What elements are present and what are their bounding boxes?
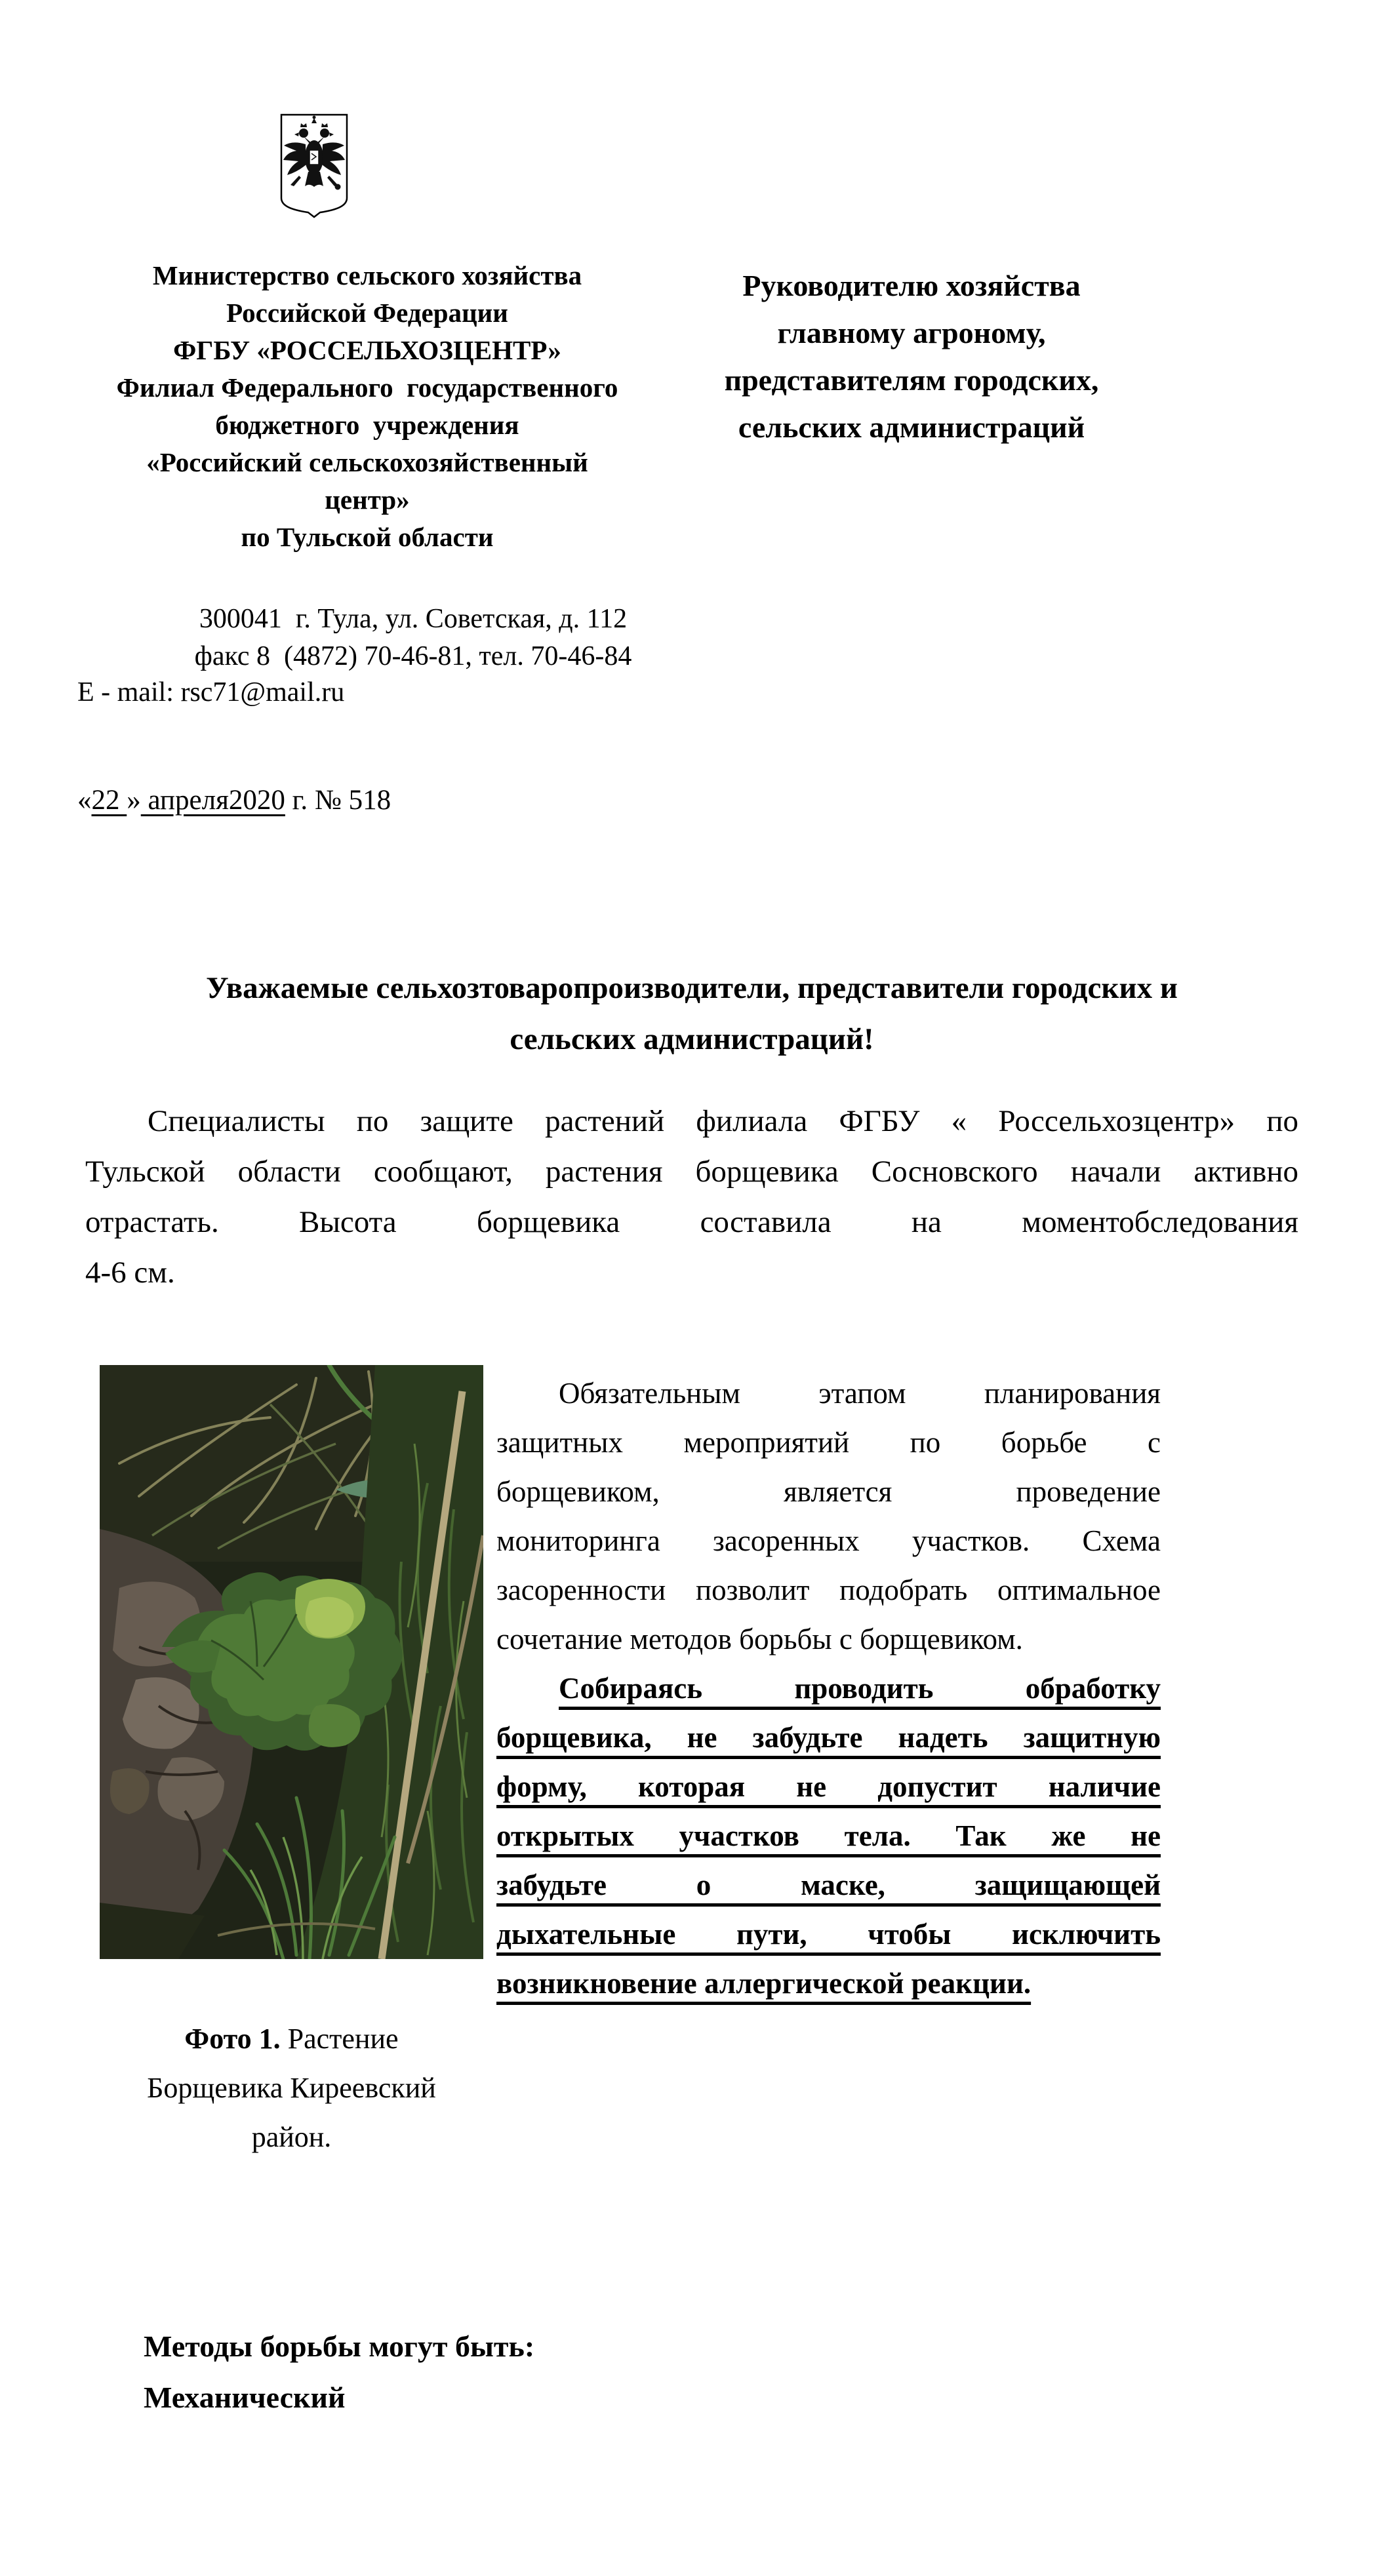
photo-caption-line-2: Борщевика Киреевский [147, 2072, 436, 2104]
emblem-box [279, 113, 349, 218]
text-line: сельских администраций! [510, 1022, 874, 1056]
text-line: ФГБУ «РОССЕЛЬХОЗЦЕНТР» [173, 335, 561, 365]
date-close-quote: » [127, 785, 141, 816]
methods-block [144, 2321, 534, 2423]
date-day: 22 [91, 785, 127, 816]
text-line: Филиал Федерального государственного [116, 372, 618, 403]
intro-paragraph [85, 1096, 1298, 1298]
text-line: сочетание методов борьбы с борщевиком. [496, 1623, 1023, 1655]
text-line: «Российский сельскохозяйственный [146, 447, 588, 477]
text-line: представителям городских, [724, 363, 1099, 397]
text-line: борщевика, не забудьте надеть защитную [496, 1721, 1161, 1754]
safety-warning-paragraph [496, 1664, 1161, 2008]
hogweed-photo [100, 1365, 483, 1959]
text-line: 4-6 см. [85, 1256, 175, 1290]
date-open-quote: « [77, 785, 92, 816]
text-line: факс 8 (4872) 70-46-81, тел. 70-46-84 [194, 641, 632, 671]
text-line: дыхательные пути, чтобы исключить [496, 1918, 1161, 1951]
text-line: Тульской области сообщают, растения борщевика Сосновского начали активно [85, 1155, 1298, 1189]
photo-caption-label: Фото 1. [184, 2023, 281, 2055]
text-line: борщевиком, является проведение [496, 1475, 1161, 1508]
text-line: засоренности позволит подобрать оптимальное [496, 1574, 1161, 1606]
text-line: 300041 г. Тула, ул. Советская, д. 112 [199, 604, 628, 634]
letter-number: г. № 518 [285, 785, 391, 816]
methods-title: Методы борьбы могут быть: [144, 2329, 535, 2363]
text-line: отрастать. Высота борщевика составила на моментобследования [85, 1205, 1298, 1239]
russian-coat-of-arms-icon [279, 113, 349, 218]
text-line: форму, которая не допустит наличие [496, 1770, 1161, 1803]
addressee-block [682, 262, 1141, 451]
text-line: забудьте о маске, защищающей [496, 1869, 1161, 1901]
hogweed-photo-image [100, 1365, 483, 1959]
monitoring-paragraph [496, 1369, 1161, 1664]
text-line: открытых участков тела. Так же не [496, 1819, 1161, 1852]
photo-caption-line-1 [87, 2014, 496, 2063]
text-line: бюджетного учреждения [215, 410, 519, 440]
text-line: сельских администраций [738, 410, 1085, 444]
right-column [496, 1369, 1161, 2008]
organization-block [75, 257, 659, 556]
text-line: Обязательным этапом планирования [559, 1377, 1161, 1410]
text-line: мониторинга засоренных участков. Схема [496, 1524, 1161, 1557]
salutation-heading [85, 962, 1298, 1065]
text-line: защитных мероприятий по борьбе с [496, 1426, 1161, 1459]
text-line: Российской Федерации [226, 298, 508, 328]
contact-email: E - mail: rsc71@mail.ru [77, 677, 345, 707]
text-line: Собираясь проводить обработку [559, 1672, 1161, 1705]
photo-caption [87, 2014, 496, 2162]
text-line: Министерство сельского хозяйства [152, 260, 582, 290]
text-line: Руководителю хозяйства [742, 269, 1081, 302]
text-line: по Тульской области [241, 522, 494, 552]
photo-caption-line-3: район. [251, 2121, 332, 2153]
text-line: главному агроному, [777, 316, 1046, 349]
photo-caption-text: Растение [280, 2023, 399, 2055]
contact-address [85, 601, 741, 675]
methods-item-mechanical: Механический [144, 2381, 346, 2414]
text-line: Уважаемые сельхозтоваропроизводители, представители городских и [206, 971, 1178, 1005]
date-month-year: апреля2020 [140, 785, 285, 816]
text-line: Специалисты по защите растений филиала ФГБУ « Россельхозцентр» по [148, 1104, 1298, 1138]
text-line: возникновение аллергической реакции. [496, 1967, 1032, 2000]
text-line: центр» [325, 485, 410, 515]
date-number-line [77, 784, 391, 816]
